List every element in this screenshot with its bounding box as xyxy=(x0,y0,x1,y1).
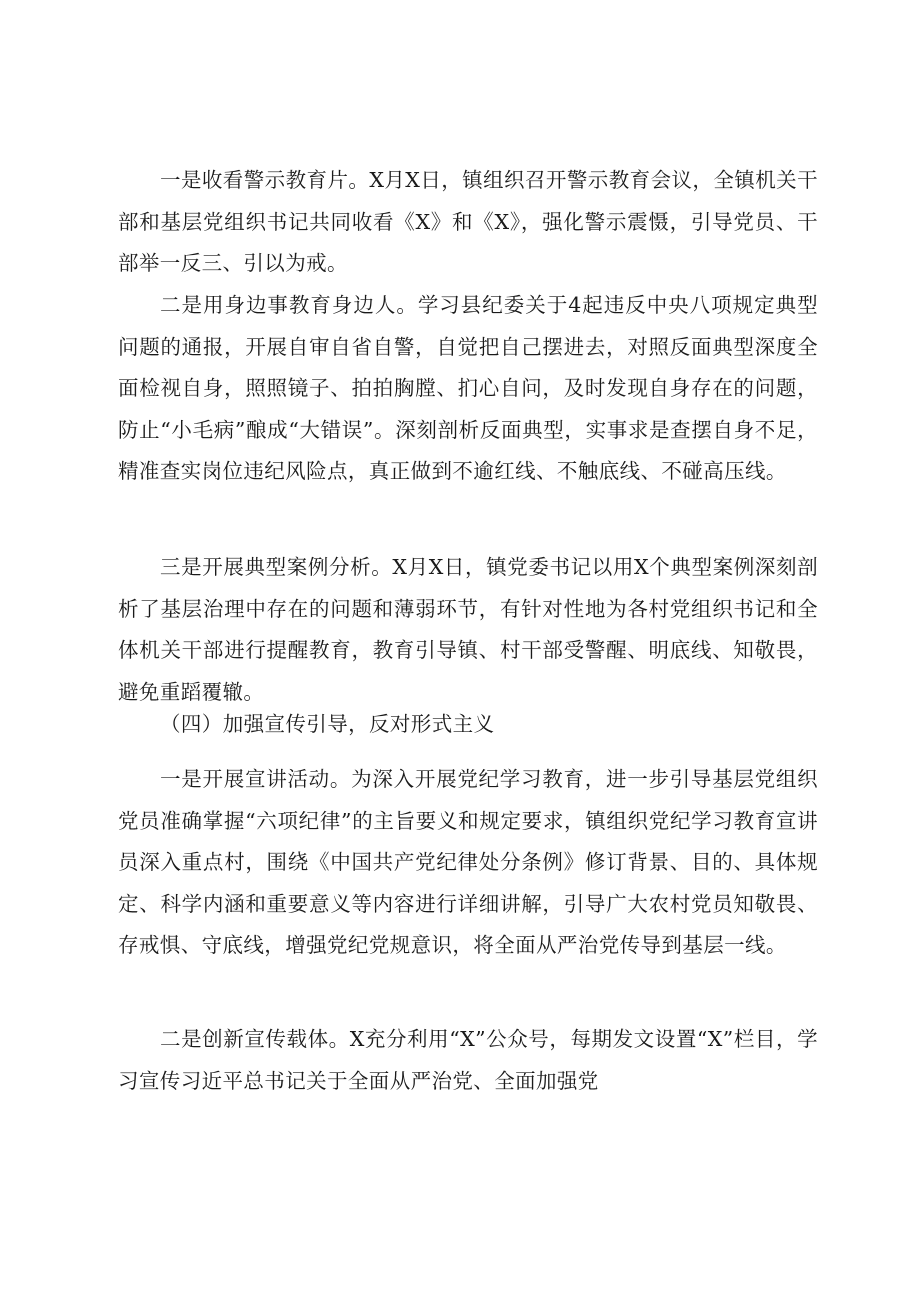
section-heading: （四）加强宣传引导，反对形式主义 xyxy=(160,712,495,736)
paragraph-typical-case-analysis: 三是开展典型案例分析。X月X日，镇党委书记以用X个典型案例深刻剖析了基层治理中存在的问题和薄弱环节，有针对性地为各村党组织书记和全体机关干部进行提醒教育，教育引导镇、村干部受警醒、明底线、知敬畏，避免重蹈覆辙。 xyxy=(118,555,818,704)
paragraph-lecture-activities: 一是开展宣讲活动。为深入开展党纪学习教育，进一步引导基层党组织党员准确掌握“六项纪律”的主旨要义和规定要求，镇组织党纪学习教育宣讲员深入重点村，围绕《中国共产党纪律处分条例》修订背景、目的、具体规定、科学内涵和重要意义等内容进行详细讲解，引导广大农村党员知敬畏、存戒惧、守底线，增强党纪党规意识，将全面从严治党传导到基层一线。 xyxy=(118,767,818,957)
paragraph-watch-warning-film: 一是收看警示教育片。X月X日，镇组织召开警示教育会议，全镇机关干部和基层党组织书记共同收看《X》和《X》，强化警示震慑，引导党员、干部举一反三、引以为戒。 xyxy=(118,168,818,275)
paragraph-educate-with-local-cases: 二是用身边事教育身边人。学习县纪委关于4起违反中央八项规定典型问题的通报，开展自审自省自警，自觉把自己摆进去，对照反面典型深度全面检视自身，照照镜子、拍拍胸膛、扪心自问，及时发现自身存在的问题，防止“小毛病”酿成“大错误”。深刻剖析反面典型，实事求是查摆自身不足，精准查实岗位违纪风险点，真正做到不逾红线、不触底线、不碰高压线。 xyxy=(118,293,818,483)
paragraph-innovate-publicity-carriers: 二是创新宣传载体。X充分利用“X”公众号，每期发文设置“X”栏目，学习宣传习近平总书记关于全面从严治党、全面加强党 xyxy=(118,1027,818,1093)
